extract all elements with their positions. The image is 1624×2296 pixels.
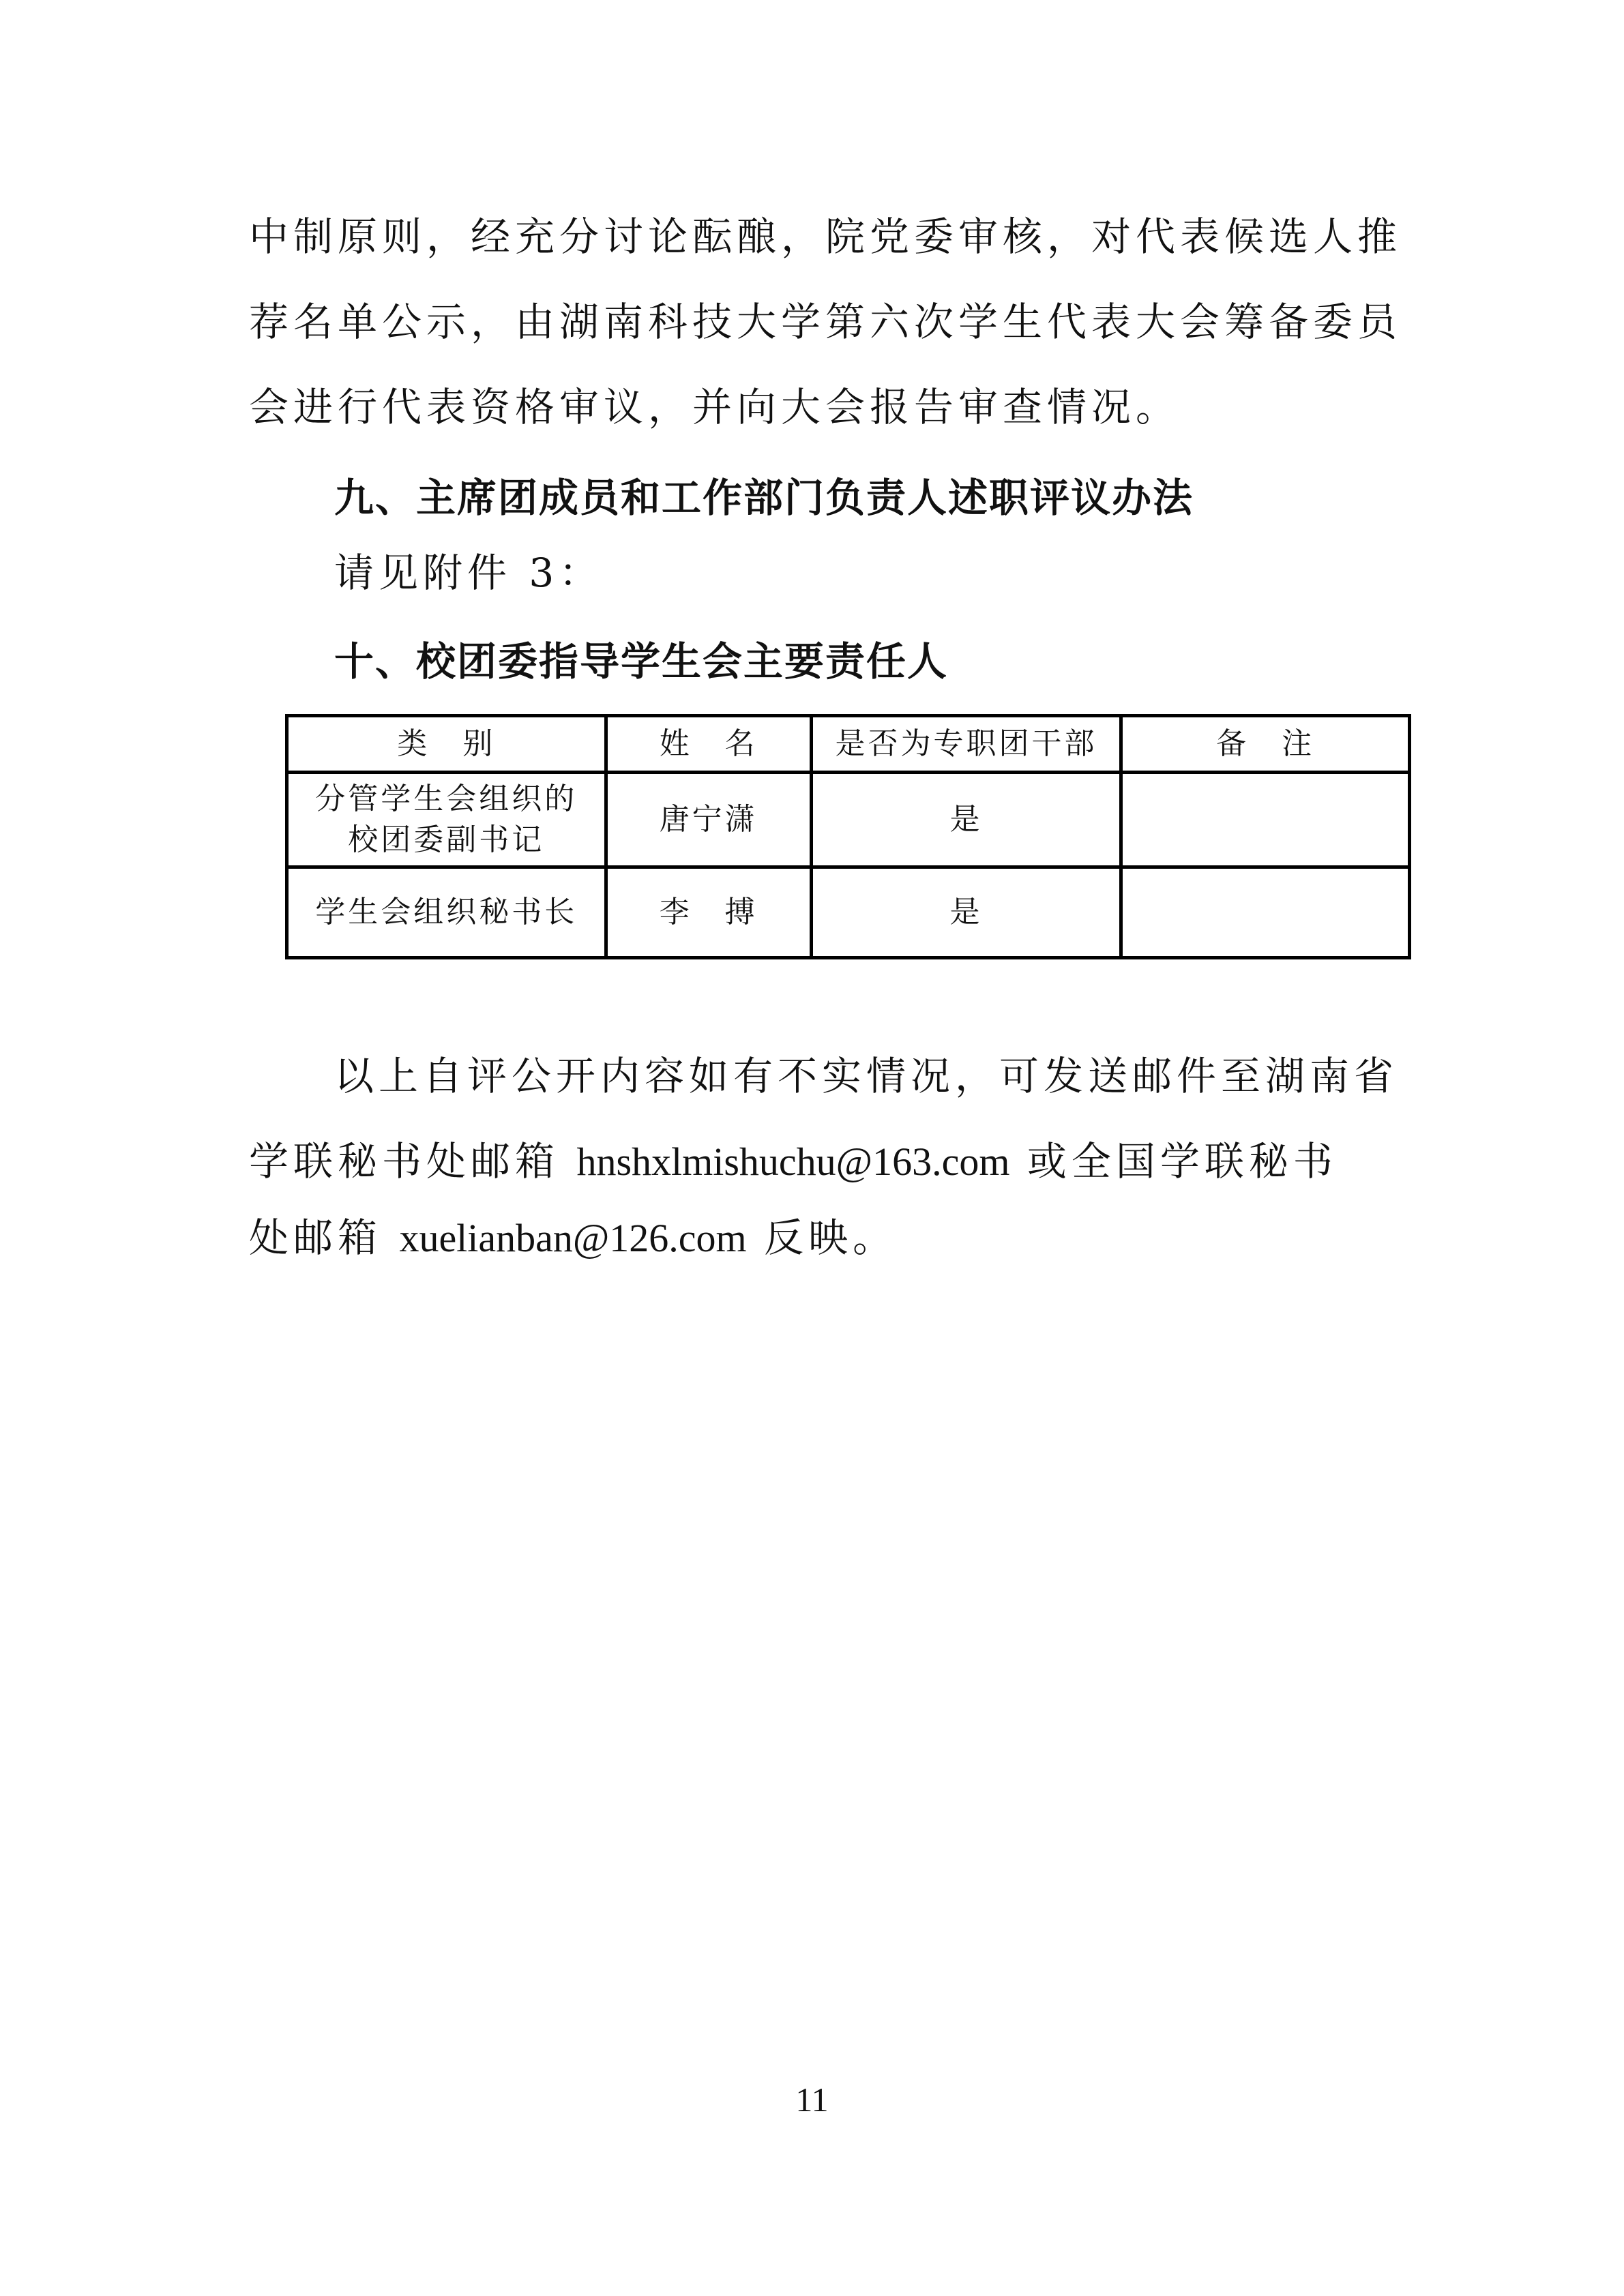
section-heading-9: 九、主席团成员和工作部门负责人述职评议办法	[334, 475, 1194, 521]
table-row	[287, 773, 1410, 867]
email-link-provincial[interactable]: hnshxlmishuchu@163.com	[576, 1139, 1010, 1184]
cell-name: 唐宁潇	[606, 773, 811, 867]
closing-line-1: 以上自评公开内容如有不实情况，可发送邮件至湖南省	[334, 1053, 1399, 1099]
responsible-persons-table	[285, 714, 1411, 959]
closing-line-3: 处邮箱 xuelianban@126.com 反映。	[249, 1214, 898, 1261]
header-category: 类 别	[287, 716, 606, 773]
paragraph-line: 荐名单公示，由湖南科技大学第六次学生代表大会筹备委员	[249, 299, 1402, 345]
email-link-national[interactable]: xuelianban@126.com	[399, 1216, 747, 1260]
header-note: 备 注	[1121, 716, 1410, 773]
cell-full-time: 是	[811, 867, 1121, 958]
table-row	[287, 867, 1410, 958]
paragraph-line: 中制原则，经充分讨论酝酿，院党委审核，对代表候选人推	[249, 213, 1402, 260]
cell-name: 李 搏	[606, 867, 811, 958]
section-heading-10: 十、校团委指导学生会主要责任人	[334, 638, 949, 685]
table-header-row	[287, 716, 1410, 773]
section-9-text: 请见附件 3：	[334, 550, 604, 596]
header-name: 姓 名	[606, 716, 811, 773]
cell-category: 学生会组织秘书长	[287, 867, 606, 958]
cell-category: 分管学生会组织的 校团委副书记	[287, 773, 606, 867]
paragraph-line: 会进行代表资格审议，并向大会报告审查情况。	[249, 384, 1181, 430]
cell-note	[1121, 773, 1410, 867]
page-number: 11	[795, 2081, 829, 2119]
cell-note	[1121, 867, 1410, 958]
header-full-time: 是否为专职团干部	[811, 716, 1121, 773]
cell-full-time: 是	[811, 773, 1121, 867]
closing-line-2: 学联秘书处邮箱 hnshxlmishuchu@163.com 或全国学联秘书	[249, 1138, 1338, 1184]
